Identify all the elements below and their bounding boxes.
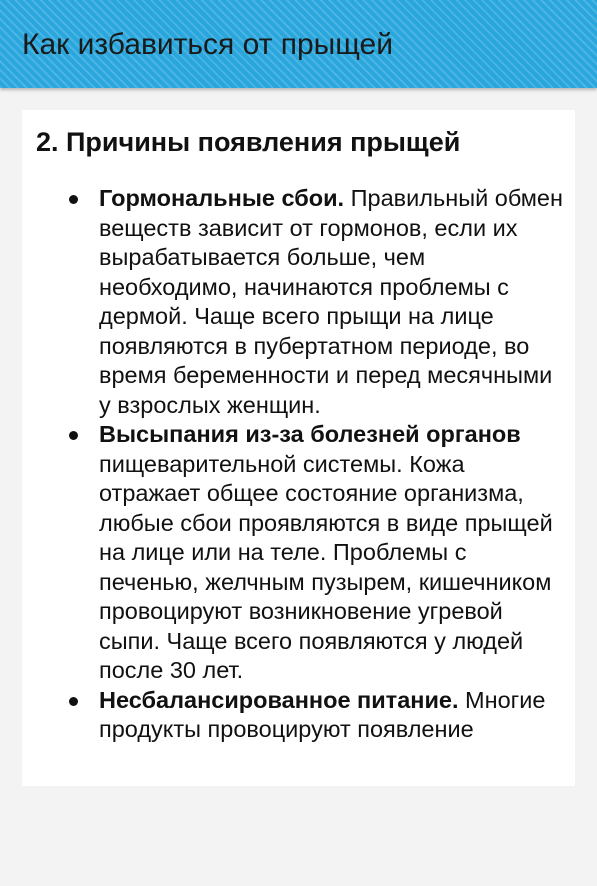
item-title: Несбалансированное питание. bbox=[99, 686, 466, 713]
bullet-icon bbox=[69, 195, 78, 204]
causes-list bbox=[22, 184, 575, 745]
item-text: Многие продукты провоцируют появление bbox=[99, 686, 546, 742]
bullet-icon bbox=[69, 431, 78, 440]
list-item-nutrition bbox=[22, 686, 575, 745]
item-title: Гормональные сбои. bbox=[99, 185, 351, 211]
section-title: 2. Причины появления прыщей bbox=[36, 127, 461, 157]
item-text: Правильный обмен веществ зависит от гормонов, если их вырабатывается больше, чем необходимо, начинаются проблемы с дермой. Чаще всего прыщи на лице появляются в пубертатном периоде, во время беременности и перед месячными у взрослых женщин. bbox=[99, 185, 563, 418]
app-title: Как избавиться от прыщей bbox=[22, 28, 394, 61]
item-text: пищеварительной системы. Кожа отражает общее состояние организма, любые сбои проявляются в виде прыщей на лице или на теле. Проблемы с печенью, желчным пузырем, кишечником провоцируют возникновение угревой сыпи. Чаще всего появляются у людей после 30 лет. bbox=[99, 450, 553, 683]
article-card bbox=[22, 110, 575, 786]
bullet-icon bbox=[69, 697, 78, 706]
item-title: Высыпания из-за болезней органов bbox=[99, 421, 521, 447]
list-item-digestive bbox=[22, 420, 575, 686]
app-bar bbox=[0, 0, 597, 88]
list-item-hormonal bbox=[22, 184, 575, 420]
